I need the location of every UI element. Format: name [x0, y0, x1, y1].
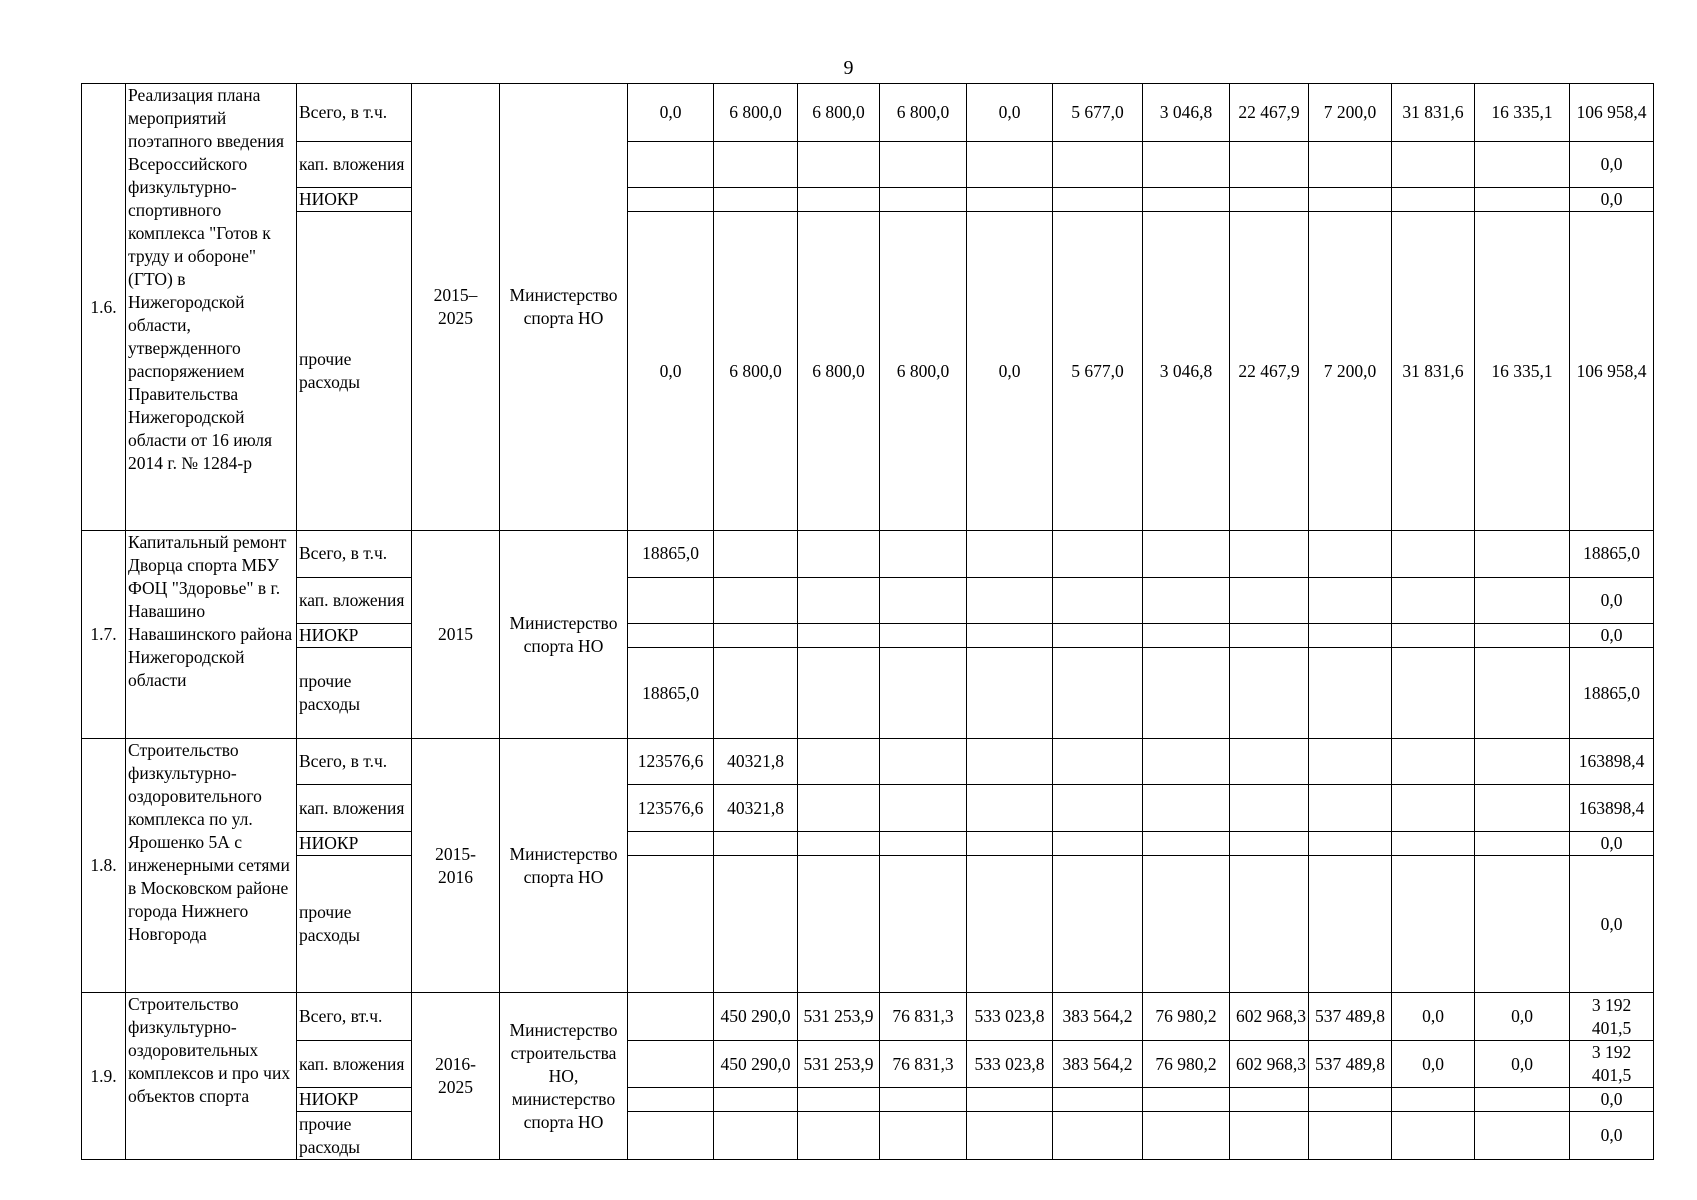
funding-value: 0,0: [1475, 1040, 1570, 1087]
funding-value: 123576,6: [628, 739, 714, 785]
funding-value: [798, 141, 880, 187]
implementation-period: 2015: [412, 531, 500, 739]
funding-type: Всего, вт.ч.: [297, 993, 412, 1040]
funding-value: [1392, 831, 1475, 855]
funding-value: 5 677,0: [1053, 84, 1143, 142]
funding-value: 3 046,8: [1143, 212, 1230, 531]
funding-value: [628, 1112, 714, 1160]
funding-value: 22 467,9: [1230, 84, 1309, 142]
total-value: 18865,0: [1570, 648, 1654, 739]
funding-value: [628, 993, 714, 1040]
funding-value: [1230, 1088, 1309, 1112]
funding-value: 22 467,9: [1230, 212, 1309, 531]
funding-value: [1230, 785, 1309, 831]
executor: Министерство спорта НО: [500, 84, 628, 531]
funding-value: 531 253,9: [798, 993, 880, 1040]
funding-value: 40321,8: [714, 785, 798, 831]
funding-value: [628, 623, 714, 647]
measure-code: 1.7.: [82, 531, 126, 739]
funding-value: [1053, 577, 1143, 623]
table-row: [82, 212, 1654, 531]
table-row: [82, 623, 1654, 647]
funding-type: прочие расходы: [297, 648, 412, 739]
funding-value: [1143, 1112, 1230, 1160]
measure-code: 1.9.: [82, 993, 126, 1160]
funding-value: [1309, 831, 1392, 855]
funding-value: 0,0: [967, 84, 1053, 142]
table-row: [82, 577, 1654, 623]
funding-value: [1230, 623, 1309, 647]
funding-value: [798, 1088, 880, 1112]
funding-value: [1230, 531, 1309, 577]
total-value: 3 192 401,5: [1570, 1040, 1654, 1087]
table-row: [82, 785, 1654, 831]
funding-value: [1475, 141, 1570, 187]
funding-value: [967, 1112, 1053, 1160]
executor: Министерство спорта НО: [500, 739, 628, 993]
table-row: [82, 993, 1654, 1040]
funding-value: [1230, 577, 1309, 623]
funding-value: [880, 856, 967, 993]
funding-value: [1143, 856, 1230, 993]
funding-value: [1230, 648, 1309, 739]
measure-code: 1.6.: [82, 84, 126, 531]
table-row: [82, 531, 1654, 577]
funding-value: [714, 531, 798, 577]
funding-value: [1309, 785, 1392, 831]
funding-value: 0,0: [1392, 1040, 1475, 1087]
funding-value: [1230, 1112, 1309, 1160]
funding-value: [880, 141, 967, 187]
table-row: [82, 831, 1654, 855]
funding-value: [1392, 1112, 1475, 1160]
measure-name: Строительство физкультурно-оздоровительного комплекса по ул. Ярошенко 5А с инженерными сетями в Московском районе города Нижнего Новгорода: [126, 739, 297, 993]
funding-value: [1143, 623, 1230, 647]
table-row: [82, 187, 1654, 211]
funding-value: [1053, 856, 1143, 993]
funding-value: [967, 577, 1053, 623]
total-value: 18865,0: [1570, 531, 1654, 577]
funding-value: [967, 141, 1053, 187]
funding-value: [1143, 577, 1230, 623]
table-row: [82, 84, 1654, 142]
funding-value: 0,0: [628, 84, 714, 142]
table-row: [82, 141, 1654, 187]
funding-value: [1143, 531, 1230, 577]
funding-value: [1392, 648, 1475, 739]
funding-value: [798, 623, 880, 647]
executor: Министерство спорта НО: [500, 531, 628, 739]
funding-value: [1309, 1088, 1392, 1112]
funding-value: [1143, 648, 1230, 739]
funding-value: [1475, 577, 1570, 623]
funding-value: [880, 648, 967, 739]
funding-value: 6 800,0: [714, 84, 798, 142]
funding-value: [967, 648, 1053, 739]
total-value: 0,0: [1570, 1088, 1654, 1112]
funding-value: [967, 623, 1053, 647]
funding-value: [1053, 531, 1143, 577]
funding-value: 18865,0: [628, 531, 714, 577]
funding-value: 7 200,0: [1309, 84, 1392, 142]
measure-name: Капитальный ремонт Дворца спорта МБУ ФОЦ "Здоровье" в г. Навашино Навашинского района Нижегородской области: [126, 531, 297, 739]
funding-value: 7 200,0: [1309, 212, 1392, 531]
table-row: [82, 1088, 1654, 1112]
funding-value: [714, 623, 798, 647]
funding-value: 533 023,8: [967, 993, 1053, 1040]
funding-value: 0,0: [967, 212, 1053, 531]
funding-value: [1392, 577, 1475, 623]
funding-value: [1143, 831, 1230, 855]
funding-value: [1309, 1112, 1392, 1160]
funding-value: [880, 1088, 967, 1112]
budget-table: [81, 83, 1654, 1160]
funding-value: 76 980,2: [1143, 993, 1230, 1040]
funding-value: [880, 739, 967, 785]
funding-value: 76 980,2: [1143, 1040, 1230, 1087]
funding-value: 602 968,3: [1230, 993, 1309, 1040]
funding-type: НИОКР: [297, 623, 412, 647]
funding-value: [1053, 785, 1143, 831]
funding-type: Всего, в т.ч.: [297, 84, 412, 142]
funding-value: [1230, 141, 1309, 187]
total-value: 163898,4: [1570, 739, 1654, 785]
measure-name: Реализация плана мероприятий поэтапного введения Всероссийского физкультурно-спортивного комплекса "Готов к труду и обороне" (ГТО) в Нижегородской области, утвержденного распоряжением Правительства Нижегородской области от 16 июля 2014 г. № 1284-р: [126, 84, 297, 531]
funding-value: [798, 187, 880, 211]
funding-value: [1053, 141, 1143, 187]
table-row: [82, 856, 1654, 993]
funding-value: [1053, 831, 1143, 855]
funding-value: [628, 577, 714, 623]
funding-value: [1053, 1088, 1143, 1112]
funding-value: [1309, 187, 1392, 211]
funding-value: [798, 831, 880, 855]
funding-value: [880, 577, 967, 623]
funding-value: [1475, 739, 1570, 785]
funding-type: прочие расходы: [297, 212, 412, 531]
funding-value: [880, 831, 967, 855]
total-value: 0,0: [1570, 831, 1654, 855]
funding-type: кап. вложения: [297, 785, 412, 831]
funding-value: [1392, 187, 1475, 211]
funding-value: [1475, 531, 1570, 577]
funding-value: [1475, 831, 1570, 855]
total-value: 0,0: [1570, 1112, 1654, 1160]
funding-value: [1392, 141, 1475, 187]
funding-value: 123576,6: [628, 785, 714, 831]
funding-value: [1475, 1112, 1570, 1160]
funding-value: [1230, 856, 1309, 993]
funding-value: [798, 648, 880, 739]
measure-name: Строительство физкультурно-оздоровительных комплексов и про чих объектов спорта: [126, 993, 297, 1160]
funding-value: [714, 1112, 798, 1160]
funding-value: [1143, 739, 1230, 785]
funding-value: [628, 187, 714, 211]
funding-type: прочие расходы: [297, 1112, 412, 1160]
funding-value: 6 800,0: [880, 212, 967, 531]
funding-value: [1309, 531, 1392, 577]
total-value: 106 958,4: [1570, 212, 1654, 531]
funding-value: 6 800,0: [880, 84, 967, 142]
funding-value: [1392, 785, 1475, 831]
funding-value: [880, 785, 967, 831]
funding-value: [1475, 785, 1570, 831]
total-value: 0,0: [1570, 577, 1654, 623]
funding-value: [1475, 623, 1570, 647]
funding-value: [1392, 739, 1475, 785]
funding-value: [1475, 648, 1570, 739]
funding-value: [628, 141, 714, 187]
funding-value: [798, 1112, 880, 1160]
funding-value: [628, 856, 714, 993]
funding-value: 31 831,6: [1392, 84, 1475, 142]
funding-value: 18865,0: [628, 648, 714, 739]
funding-value: 0,0: [1475, 993, 1570, 1040]
funding-value: 76 831,3: [880, 993, 967, 1040]
funding-type: кап. вложения: [297, 141, 412, 187]
funding-value: [628, 1040, 714, 1087]
funding-value: [1309, 739, 1392, 785]
funding-value: [714, 1088, 798, 1112]
funding-type: НИОКР: [297, 187, 412, 211]
funding-value: [967, 856, 1053, 993]
funding-type: прочие расходы: [297, 856, 412, 993]
total-value: 0,0: [1570, 623, 1654, 647]
funding-value: [714, 187, 798, 211]
funding-type: НИОКР: [297, 831, 412, 855]
funding-value: 533 023,8: [967, 1040, 1053, 1087]
funding-value: [1053, 739, 1143, 785]
total-value: 0,0: [1570, 141, 1654, 187]
funding-value: [1053, 623, 1143, 647]
table-row: [82, 648, 1654, 739]
funding-value: [1309, 577, 1392, 623]
funding-type: Всего, в т.ч.: [297, 531, 412, 577]
funding-value: [798, 577, 880, 623]
funding-type: НИОКР: [297, 1088, 412, 1112]
implementation-period: 2015- 2016: [412, 739, 500, 993]
funding-value: 16 335,1: [1475, 84, 1570, 142]
funding-value: 537 489,8: [1309, 993, 1392, 1040]
funding-value: 6 800,0: [798, 84, 880, 142]
funding-value: [967, 831, 1053, 855]
funding-value: [880, 187, 967, 211]
total-value: 3 192 401,5: [1570, 993, 1654, 1040]
page-number: 9: [843, 57, 854, 79]
total-value: 163898,4: [1570, 785, 1654, 831]
funding-value: [1475, 1088, 1570, 1112]
funding-value: [1392, 623, 1475, 647]
funding-value: 76 831,3: [880, 1040, 967, 1087]
total-value: 0,0: [1570, 187, 1654, 211]
funding-value: [798, 856, 880, 993]
funding-value: [967, 531, 1053, 577]
funding-value: 40321,8: [714, 739, 798, 785]
funding-value: 450 290,0: [714, 1040, 798, 1087]
funding-value: 6 800,0: [714, 212, 798, 531]
funding-type: кап. вложения: [297, 577, 412, 623]
funding-value: 16 335,1: [1475, 212, 1570, 531]
funding-value: [628, 831, 714, 855]
total-value: 106 958,4: [1570, 84, 1654, 142]
funding-value: [1230, 739, 1309, 785]
funding-value: [1230, 831, 1309, 855]
funding-value: [628, 1088, 714, 1112]
funding-value: [1392, 531, 1475, 577]
funding-value: 0,0: [628, 212, 714, 531]
funding-value: [798, 739, 880, 785]
funding-value: 450 290,0: [714, 993, 798, 1040]
funding-value: 531 253,9: [798, 1040, 880, 1087]
funding-value: [1309, 856, 1392, 993]
funding-value: 602 968,3: [1230, 1040, 1309, 1087]
funding-value: [1143, 1088, 1230, 1112]
funding-value: 5 677,0: [1053, 212, 1143, 531]
funding-value: [714, 831, 798, 855]
funding-value: [798, 531, 880, 577]
funding-value: 537 489,8: [1309, 1040, 1392, 1087]
funding-value: [714, 648, 798, 739]
funding-value: 383 564,2: [1053, 1040, 1143, 1087]
table-row: [82, 1112, 1654, 1160]
funding-value: [967, 785, 1053, 831]
funding-value: [967, 1088, 1053, 1112]
funding-value: 6 800,0: [798, 212, 880, 531]
funding-value: [880, 1112, 967, 1160]
funding-value: [880, 531, 967, 577]
funding-value: [798, 785, 880, 831]
funding-type: кап. вложения: [297, 1040, 412, 1087]
table-row: [82, 1040, 1654, 1087]
funding-value: [1053, 648, 1143, 739]
funding-value: 31 831,6: [1392, 212, 1475, 531]
funding-value: [1053, 1112, 1143, 1160]
funding-value: [1143, 785, 1230, 831]
implementation-period: 2015– 2025: [412, 84, 500, 531]
funding-value: [1309, 141, 1392, 187]
funding-value: [1475, 856, 1570, 993]
implementation-period: 2016- 2025: [412, 993, 500, 1160]
funding-value: [714, 856, 798, 993]
funding-value: 3 046,8: [1143, 84, 1230, 142]
measure-code: 1.8.: [82, 739, 126, 993]
funding-type: Всего, в т.ч.: [297, 739, 412, 785]
funding-value: [714, 141, 798, 187]
funding-value: 383 564,2: [1053, 993, 1143, 1040]
funding-value: [1475, 187, 1570, 211]
funding-value: [1143, 187, 1230, 211]
funding-value: [1230, 187, 1309, 211]
funding-value: [1053, 187, 1143, 211]
funding-value: [967, 187, 1053, 211]
table-row: [82, 739, 1654, 785]
funding-value: [1309, 623, 1392, 647]
funding-value: [1143, 141, 1230, 187]
total-value: 0,0: [1570, 856, 1654, 993]
funding-value: [967, 739, 1053, 785]
executor: Министерство строительства НО, министерство спорта НО: [500, 993, 628, 1160]
funding-value: [714, 577, 798, 623]
funding-value: 0,0: [1392, 993, 1475, 1040]
funding-value: [1309, 648, 1392, 739]
funding-value: [1392, 856, 1475, 993]
funding-value: [880, 623, 967, 647]
funding-value: [1392, 1088, 1475, 1112]
